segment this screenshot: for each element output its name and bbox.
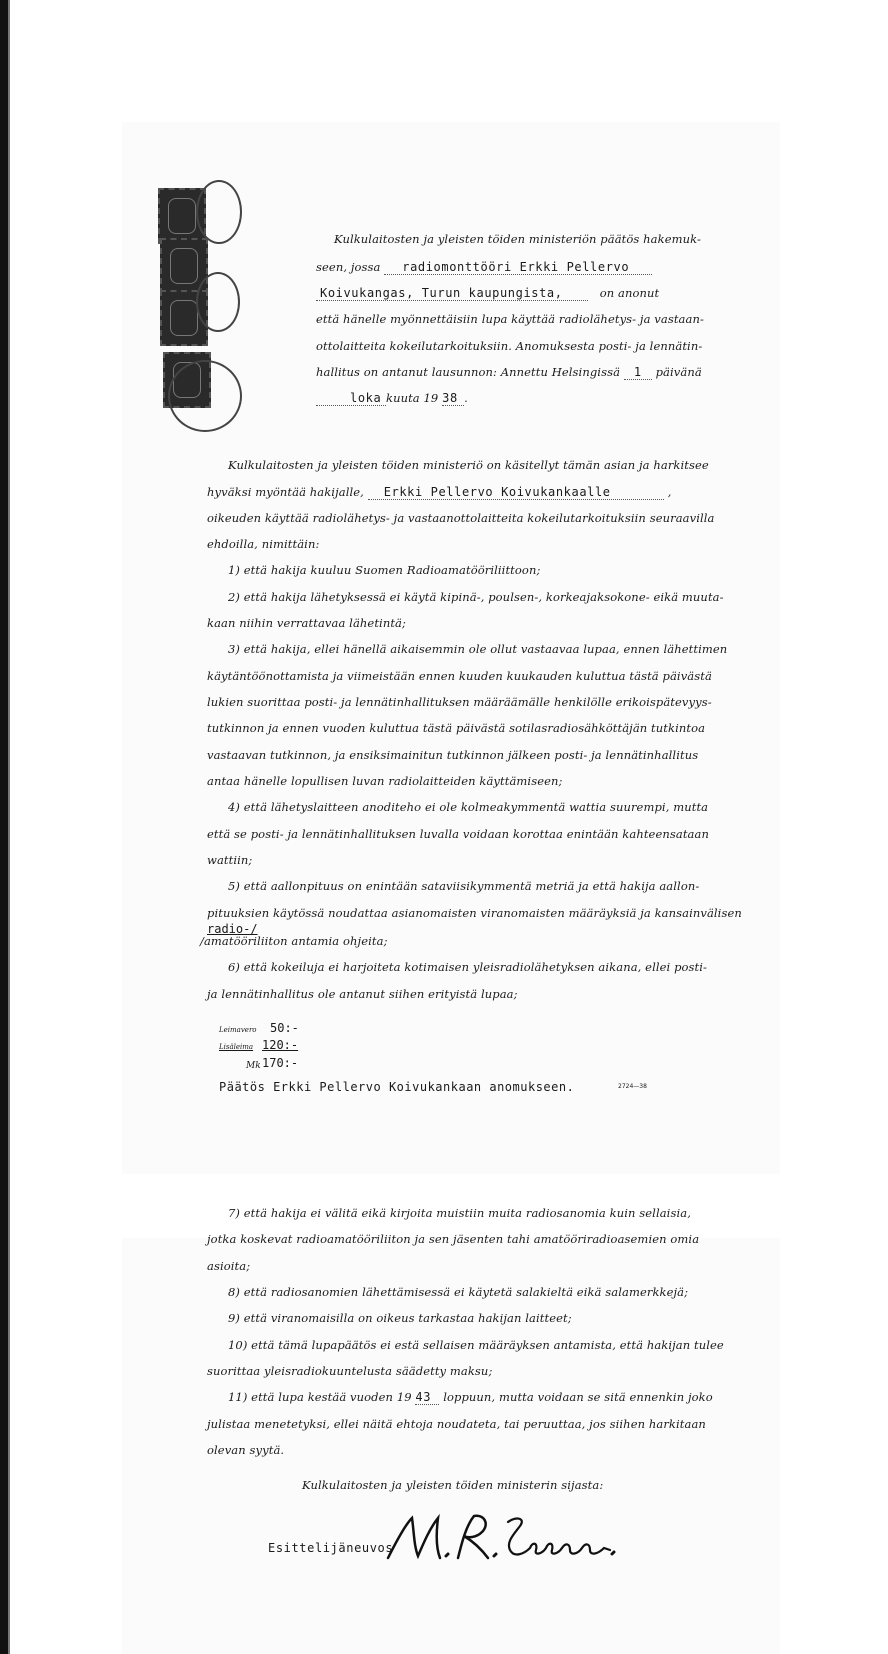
text: hallitus on antanut lausunnon: Annettu Helsingissä — [316, 365, 621, 379]
day: 1 — [633, 365, 642, 379]
header-line — [316, 391, 468, 406]
condition-5: pituuksien käytössä noudattaa asianomaisten viranomaisten määräyksiä ja kansainvälisen — [207, 906, 742, 920]
text: kuuta 19 — [386, 391, 439, 405]
fee-label: Leimavero — [219, 1026, 257, 1034]
text: 11) että lupa kestää vuoden 19 — [228, 1390, 412, 1404]
header-line: ottolaitteita kokeilutarkoituksiin. Anomuksesta posti- ja lennätin- — [316, 339, 703, 353]
condition-7: 7) että hakija ei välitä eikä kirjoita muistiin muita radiosanomia kuin sellaisia, — [228, 1206, 691, 1220]
condition-4: että se posti- ja lennätinhallituksen luvalla voidaan korottaa enintään kahteensataan — [207, 827, 709, 841]
fee-label: Lisäleima — [219, 1043, 254, 1051]
year: 43 — [415, 1390, 432, 1404]
condition-2: 2) että hakija lähetyksessä ei käytä kipinä-, poulsen-, korkeajaksokone- eikä muuta- — [228, 590, 724, 604]
text: on anonut — [599, 286, 660, 300]
header-line — [316, 260, 652, 275]
condition-3: antaa hänelle lopullisen luvan radiolaitteiden käyttämiseen; — [207, 774, 563, 788]
filled-field — [316, 391, 386, 406]
condition-1: 1) että hakija kuuluu Suomen Radioamatööriliittoon; — [228, 563, 541, 577]
condition-5: /amatööriliiton antamia ohjeita; — [200, 934, 388, 948]
month: loka — [350, 391, 382, 405]
text: . — [464, 391, 468, 405]
text: , — [667, 485, 672, 499]
body-line: oikeuden käyttää radiolähetys- ja vastaanottolaitteita kokeilutarkoituksiin seuraavilla — [207, 511, 715, 525]
condition-3: 3) että hakija, ellei hänellä aikaisemmin ole ollut vastaavaa lupaa, ennen lähettimen — [228, 642, 728, 656]
condition-3: lukien suorittaa posti- ja lennätinhallituksen määräämälle henkilölle erikoispätevyys- — [207, 695, 712, 709]
condition-11 — [228, 1390, 713, 1405]
body-line — [207, 485, 671, 500]
document-title: Päätös Erkki Pellervo Koivukankaan anomukseen. — [219, 1080, 575, 1094]
header-line — [316, 365, 702, 380]
condition-3: vastaavan tutkinnon, ja ensiksimainitun tutkinnon jälkeen posti- ja lennätinhallitus — [207, 748, 699, 762]
fee-total: 170:- — [262, 1056, 299, 1070]
condition-11: olevan syytä. — [207, 1443, 285, 1457]
condition-10: 10) että tämä lupapäätös ei estä sellaisen määräyksen antamista, että hakijan tulee — [228, 1338, 724, 1352]
condition-8: 8) että radiosanomien lähettämisessä ei käytetä salakieltä eikä salamerkkejä; — [228, 1285, 689, 1299]
filled-field — [316, 286, 588, 301]
postmark — [168, 360, 242, 432]
condition-4: 4) että lähetyslaitteen anoditeho ei ole kolmeakymmentä wattia suurempi, mutta — [228, 800, 709, 814]
applicant-name: Erkki Pellervo Koivukankaalle — [383, 485, 611, 499]
header-line: että hänelle myönnettäisiin lupa käyttää radiolähetys- ja vastaan- — [316, 312, 704, 326]
filled-field — [442, 391, 464, 406]
text: hyväksi myöntää hakijalle, — [207, 485, 364, 499]
fee-value: 120:- — [262, 1038, 299, 1052]
year: 38 — [442, 391, 458, 405]
condition-7: asioita; — [207, 1259, 251, 1273]
text: seen, jossa — [316, 260, 381, 274]
filled-field — [415, 1390, 439, 1405]
applicant-address: Koivukangas, Turun kaupungista, — [320, 286, 563, 300]
body-line: Kulkulaitosten ja yleisten töiden ministeriö on käsitellyt tämän asian ja harkitsee — [228, 458, 709, 472]
fee-value: 50:- — [270, 1021, 299, 1035]
condition-3: tutkinnon ja ennen vuoden kuluttua tästä päivästä sotilasradiosähköttäjän tutkintoa — [207, 721, 706, 735]
inserted-word: radio-/ — [207, 922, 258, 936]
condition-4: wattiin; — [207, 853, 253, 867]
postmark — [196, 180, 242, 244]
condition-9: 9) että viranomaisilla on oikeus tarkastaa hakijan laitteet; — [228, 1311, 572, 1325]
text: loppuun, mutta voidaan se sitä ennenkin joko — [443, 1390, 713, 1404]
filled-field — [624, 365, 652, 380]
condition-3: käytäntöönottamista ja viimeistään ennen kuuden kuukauden kuluttua tästä päivästä — [207, 669, 712, 683]
postmark — [196, 272, 240, 332]
text: päivänä — [655, 365, 702, 379]
header-line: Kulkulaitosten ja yleisten töiden ministeriön päätös hakemuk- — [334, 232, 701, 246]
handwritten-signature — [384, 1508, 624, 1568]
condition-10: suorittaa yleisradiokuuntelusta säädetty maksu; — [207, 1364, 493, 1378]
scan-edge-shadow — [8, 0, 10, 1654]
condition-5: 5) että aallonpituus on enintään sataviisikymmentä metriä ja että hakija aallon- — [228, 879, 700, 893]
signer-title: Esittelijäneuvos — [268, 1541, 394, 1555]
condition-6: 6) että kokeiluja ei harjoiteta kotimaisen yleisradiolähetyksen aikana, ellei posti- — [228, 960, 708, 974]
fee-label: Mk — [246, 1061, 261, 1071]
body-line: ehdoilla, nimittäin: — [207, 537, 320, 551]
signature-heading: Kulkulaitosten ja yleisten töiden ministerin sijasta: — [302, 1478, 604, 1492]
applicant-name: radiomonttööri Erkki Pellervo — [402, 260, 630, 274]
filled-field — [368, 485, 664, 500]
condition-7: jotka koskevat radioamatööriliiton ja sen jäsenten tahi amatööriradioasemien omia — [207, 1232, 700, 1246]
header-line — [316, 286, 659, 301]
filled-field — [384, 260, 652, 275]
scan-edge — [0, 0, 8, 1654]
condition-6: ja lennätinhallitus ole antanut siihen erityistä lupaa; — [207, 987, 518, 1001]
condition-11: julistaa menetetyksi, ellei näitä ehtoja noudateta, tai peruuttaa, jos siihen harkitaan — [207, 1417, 706, 1431]
reference-number: 2724—38 — [618, 1083, 647, 1090]
condition-2: kaan niihin verrattavaa lähetintä; — [207, 616, 406, 630]
